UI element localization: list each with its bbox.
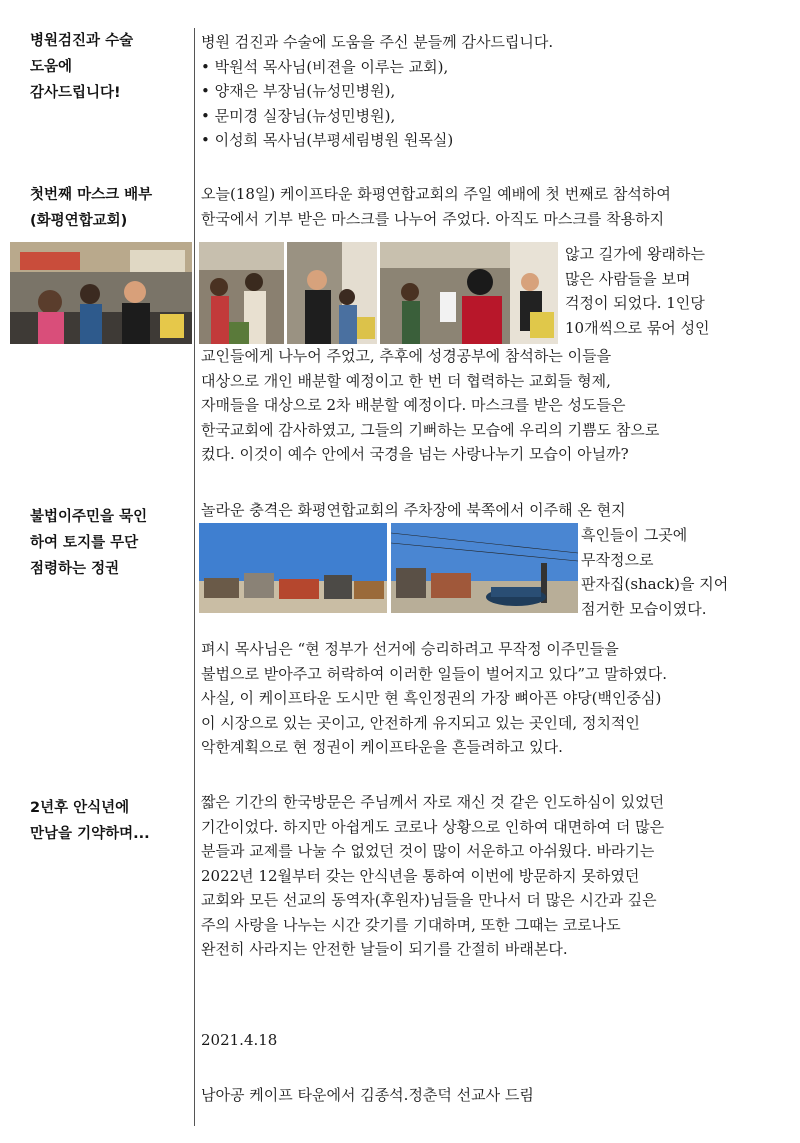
section-body-sabbatical	[201, 790, 664, 962]
section-heading-mask	[30, 182, 188, 234]
body-line: 교인들에게 나누어 주었고, 추후에 성경공부에 참석하는 이들을	[201, 347, 612, 365]
letter-signature: 남아공 케이프 타운에서 김종석.정춘덕 선교사 드림	[201, 1086, 534, 1104]
body-line: 주의 사랑을 나누는 시간 갖기를 기대하며, 또한 그때는 코로나도	[201, 915, 621, 934]
heading-line: 병원검진과 수술	[30, 33, 134, 49]
section-body-mask-bottom	[201, 344, 659, 467]
body-line: 악한계획으로 현 정권이 케이프타운을 흔들려하고 있다.	[201, 738, 563, 756]
mask-distribution-photo-4	[380, 242, 558, 344]
body-line: 이 시장으로 있는 곳이고, 안전하게 유지되고 있는 곳인데, 정치적인	[201, 713, 640, 732]
section-body-land-side	[581, 523, 728, 621]
body-line: 불법으로 받아주고 허락하여 이러한 일들이 벌어지고 있다”고 말하였다.	[201, 664, 668, 683]
heading-line: 하여 토지를 무단	[30, 535, 139, 551]
body-line: 사실, 이 케이프타운 도시만 현 흑인정권의 가장 뼈아픈 야당(백인중심)	[201, 689, 662, 707]
section-heading-sabbatical	[30, 795, 188, 847]
heading-line: 첫번째 마스크 배부	[30, 187, 153, 203]
section-heading-thanks	[30, 28, 188, 106]
body-line: 않고 길가에 왕래하는	[565, 245, 705, 263]
mask-distribution-photo-3	[287, 242, 377, 344]
heading-line: 감사드립니다!	[30, 85, 121, 101]
section-body-land-top	[201, 498, 626, 523]
mask-distribution-photo-1	[10, 242, 192, 344]
body-line: 오늘(18일) 케이프타운 화평연합교회의 주일 예배에 첫 번째로 참석하여	[201, 185, 671, 203]
body-line: 기간이었다. 하지만 아쉽게도 코로나 상황으로 인하여 대면하여 더 많은	[201, 817, 665, 836]
body-line: 대상으로 개인 배분할 예정이고 한 번 더 협력하는 교회들 형제,	[201, 371, 611, 390]
body-line: 자매들을 대상으로 2차 배분할 예정이다. 마스크를 받은 성도들은	[201, 396, 626, 414]
body-line: 펴시 목사님은 “현 정부가 선거에 승리하려고 무작정 이주민들을	[201, 640, 619, 658]
heading-line: (화평연합교회)	[30, 213, 128, 229]
heading-line: 2년후 안식년에	[30, 800, 130, 816]
heading-line: 점령하는 정권	[30, 561, 120, 577]
heading-line: 불법이주민을 묵인	[30, 509, 148, 525]
section-heading-land	[30, 504, 188, 582]
section-body-land-bottom	[201, 637, 667, 760]
body-line: 한국교회에 감사하였고, 그들의 기뻐하는 모습에 우리의 기쁨도 참으로	[201, 420, 660, 439]
body-line: 점거한 모습이였다.	[581, 599, 707, 618]
body-line: 많은 사람들을 보며	[565, 269, 691, 288]
letter-date: 2021.4.18	[201, 1031, 278, 1049]
body-line: 분들과 교제를 나눌 수 없었던 것이 많이 서운하고 아쉬웠다. 바라기는	[201, 842, 655, 860]
body-line: 놀라운 충격은 화평연합교회의 주차장에 북쪽에서 이주해 온 현지	[201, 501, 626, 519]
body-line: 짧은 기간의 한국방문은 주님께서 자로 재신 것 같은 인도하심이 있었던	[201, 793, 665, 811]
body-line: 컸다. 이것이 예수 안에서 국경을 넘는 사랑나누기 모습이 아닐까?	[201, 445, 629, 463]
mask-distribution-photo-2	[199, 242, 284, 344]
body-line: 흑인들이 그곳에	[581, 526, 688, 544]
body-line: • 박원석 목사님(비젼을 이루는 교회),	[201, 57, 449, 76]
section-body-mask-top	[201, 182, 671, 231]
section-body-thanks	[201, 30, 553, 153]
body-line: 걱정이 되었다. 1인당	[565, 294, 705, 312]
body-line: 교회와 모든 선교의 동역자(후원자)님들을 만나서 더 많은 시간과 깊은	[201, 891, 657, 909]
body-line: 병원 검진과 수술에 도움을 주신 분들께 감사드립니다.	[201, 33, 554, 51]
body-line: • 이성희 목사님(부평세림병원 원목실)	[201, 131, 454, 149]
heading-line: 만남을 기약하며...	[30, 826, 150, 842]
body-line: 2022년 12월부터 갖는 안식년을 통하여 이번에 방문하지 못하였던	[201, 866, 640, 885]
section-body-mask-side	[565, 242, 710, 340]
body-line: • 양재은 부장님(뉴성민병원),	[201, 82, 396, 100]
body-line: 무작정으로	[581, 550, 654, 569]
body-line: 완전히 사라지는 안전한 날들이 되기를 간절히 바래본다.	[201, 940, 568, 958]
column-divider	[194, 28, 195, 1126]
body-line: • 문미경 실장님(뉴성민병원),	[201, 106, 396, 125]
body-line: 10개씩으로 묶어 성인	[565, 318, 710, 337]
body-line: 판자집(shack)을 지어	[581, 575, 729, 593]
shack-settlement-photo-1	[199, 523, 387, 613]
shack-settlement-photo-2	[391, 523, 578, 613]
heading-line: 도움에	[30, 59, 73, 75]
body-line: 한국에서 기부 받은 마스크를 나누어 주었다. 아직도 마스크를 착용하지	[201, 209, 665, 228]
